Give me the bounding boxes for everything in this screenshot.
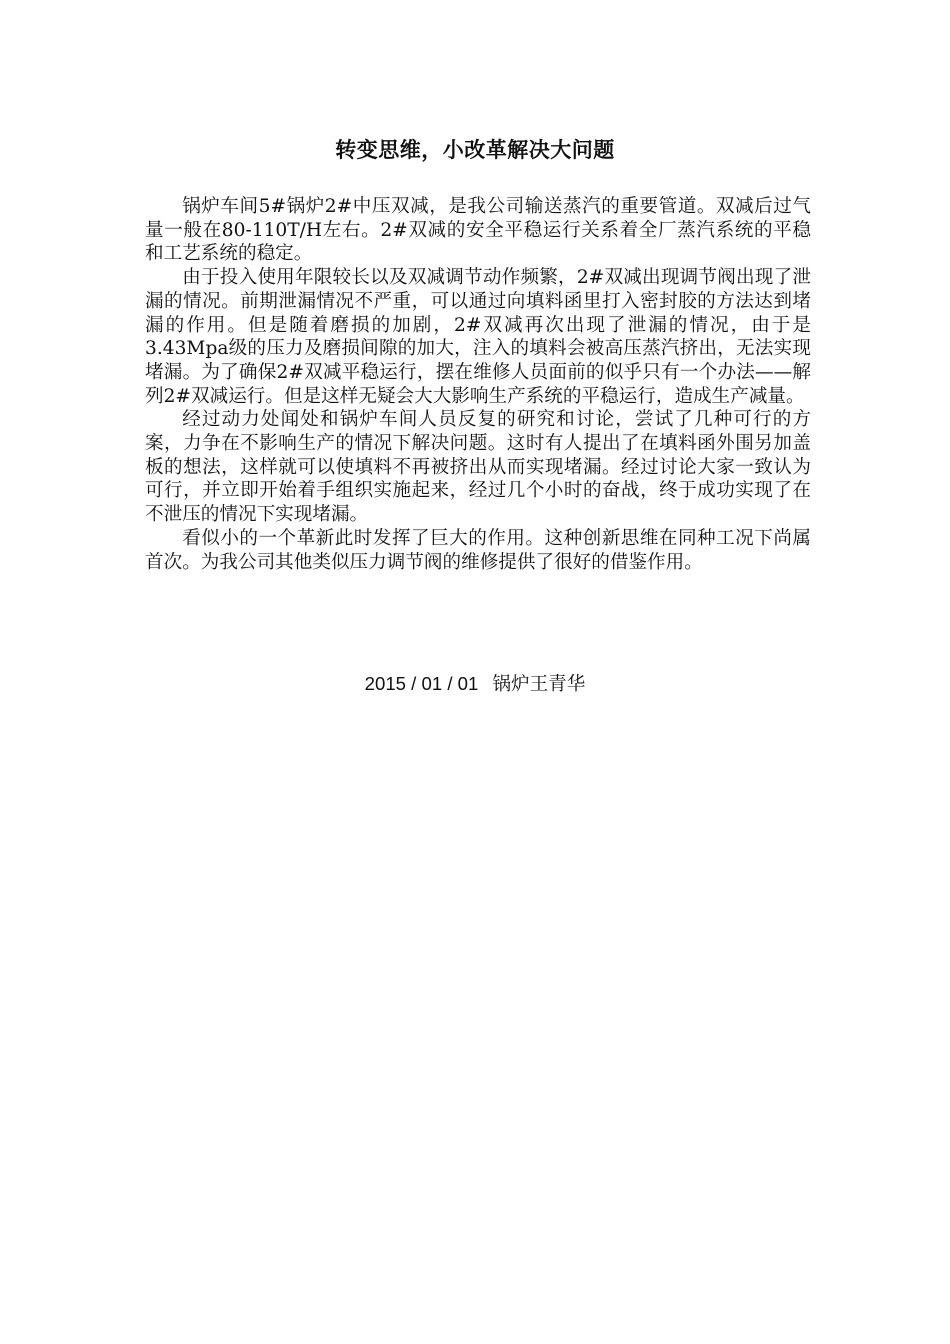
paragraph-1: 锅炉车间5#锅炉2#中压双减，是我公司输送蒸汽的重要管道。双减后过气量一般在80-110T/H左右。2#双减的安全平稳运行关系着全厂蒸汽系统的平稳和工艺系统的稳定。 <box>145 196 811 265</box>
document-title: 转变思维，小改革解决大问题 <box>335 137 615 162</box>
signature-date: 2015 / 01 / 01 <box>364 673 479 694</box>
paragraph-2: 由于投入使用年限较长以及双减调节动作频繁，2#双减出现调节阀出现了泄漏的情况。前期泄漏情况不严重，可以通过向填料函里打入密封胶的方法达到堵漏的作用。但是随着磨损的加剧，2#双减再次出现了泄漏的情况，由于是3.43Mpa级的压力及磨损间隙的加大，注入的填料会被高压蒸汽挤出，无法实现堵漏。为了确保2#双减平稳运行，摆在维修人员面前的似乎只有一个办法——解列2#双减运行。但是这样无疑会大大影响生产系统的平稳运行，造成生产减量。 <box>145 267 811 407</box>
document-body <box>145 195 811 574</box>
signature-line <box>0 671 950 698</box>
signature-author: 锅炉王青华 <box>492 674 586 695</box>
paragraph-4: 看似小的一个革新此时发挥了巨大的作用。这种创新思维在同种工况下尚属首次。为我公司其他类似压力调节阀的维修提供了很好的借鉴作用。 <box>145 527 811 573</box>
paragraph-3: 经过动力处闻处和锅炉车间人员反复的研究和讨论，尝试了几种可行的方案，力争在不影响生产的情况下解决问题。这时有人提出了在填料函外围另加盖板的想法，这样就可以使填料不再被挤出从而实现堵漏。经过讨论大家一致认为可行，并立即开始着手组织实施起来，经过几个小时的奋战，终于成功实现了在不泄压的情况下实现堵漏。 <box>145 409 811 526</box>
